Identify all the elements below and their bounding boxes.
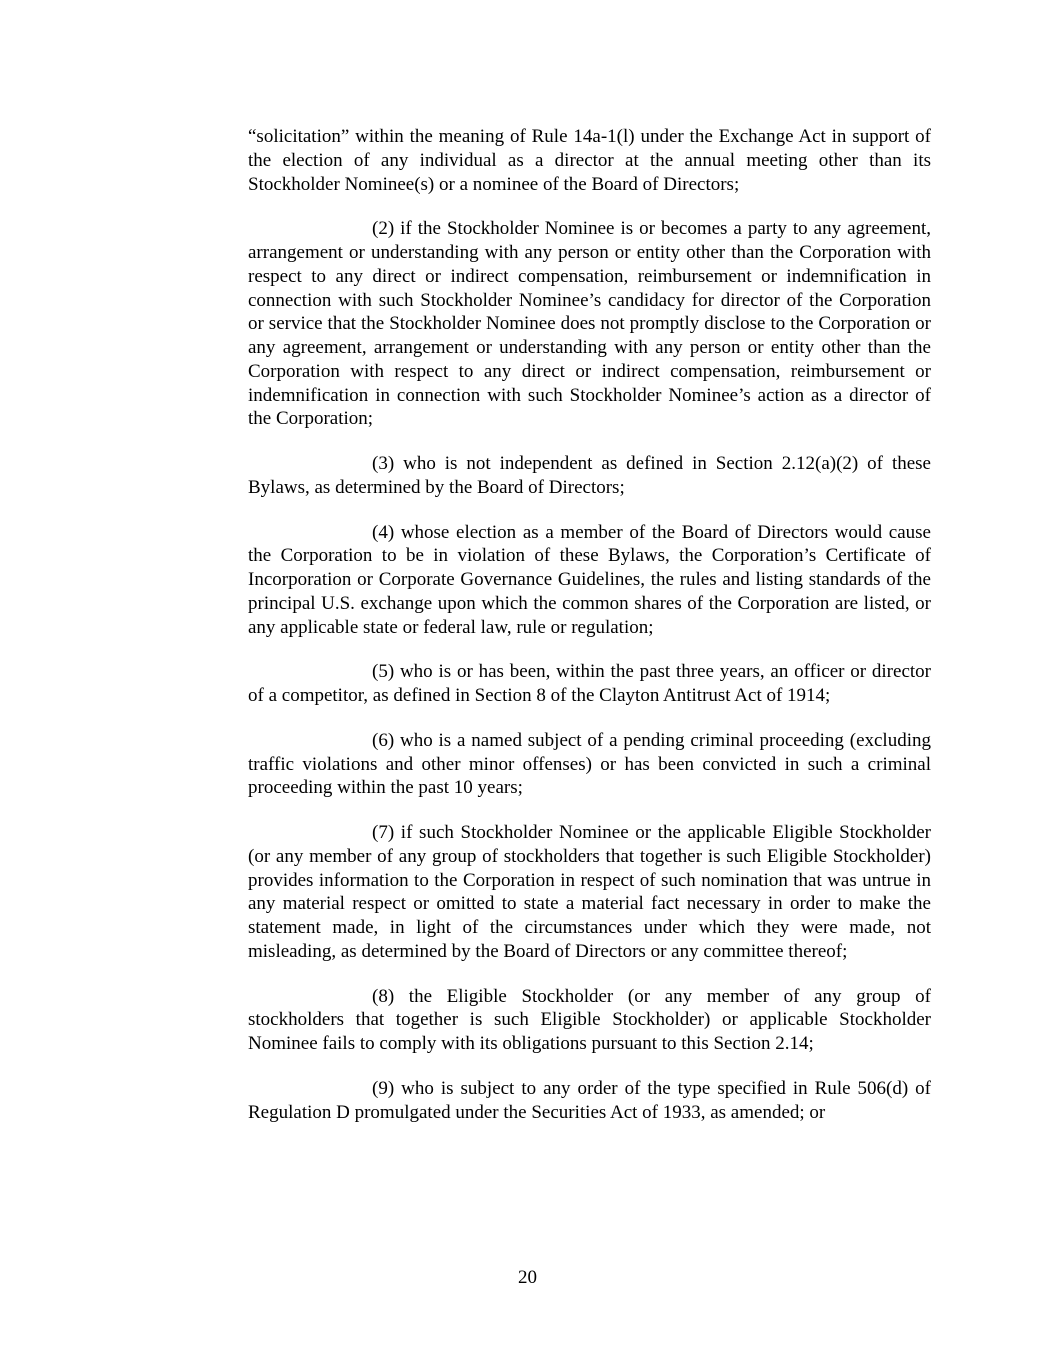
paragraph-clause-7: (7) if such Stockholder Nominee or the applicable Eligible Stockholder (or any member of any group of stockholders that together is such Eligible Stockholder) provides information to the Corporation in respect of such nomination that was untrue in any material respect or omitted to state a material fact necessary in order to make the statement made, in light of the circumstances under which they were made, not misleading, as determined by the Board of Directors or any committee thereof; [248,822,931,962]
paragraph-clause-2: (2) if the Stockholder Nominee is or becomes a party to any agreement, arrangement or understanding with any person or entity other than the Corporation with respect to any direct or indirect compensation, reimbursement or indemnification in connection with such Stockholder Nominee’s candidacy for director of the Corporation or service that the Stockholder Nominee does not promptly disclose to the Corporation or any agreement, arrangement or understanding with any person or entity other than the Corporation with respect to any direct or indirect compensation, reimbursement or indemnification in connection with such Stockholder Nominee’s action as a director of the Corporation; [248,218,931,430]
paragraph-solicitation-continuation: “solicitation” within the meaning of Rule 14a-1(l) under the Exchange Act in support of the election of any individual as a director at the annual meeting other than its Stockholder Nominee(s) or a nominee of the Board of Directors; [248,126,931,195]
paragraph-clause-3: (3) who is not independent as defined in Section 2.12(a)(2) of these Bylaws, as determined by the Board of Directors; [248,453,931,498]
paragraph-clause-9: (9) who is subject to any order of the type specified in Rule 506(d) of Regulation D promulgated under the Securities Act of 1933, as amended; or [248,1077,931,1123]
paragraph-clause-8: (8) the Eligible Stockholder (or any member of any group of stockholders that together is such Eligible Stockholder) or applicable Stockholder Nominee fails to comply with its obligations pursuant to this Section 2.14; [248,985,931,1054]
page-number: 20 [518,1267,537,1288]
paragraph-clause-4: (4) whose election as a member of the Board of Directors would cause the Corporation to be in violation of these Bylaws, the Corporation’s Certificate of Incorporation or Corporate Governance Guidelines, the rules and listing standards of the principal U.S. exchange upon which the common shares of the Corporation are listed, or any applicable state or federal law, rule or regulation; [248,521,931,638]
document-body [248,125,931,1124]
paragraph-clause-5: (5) who is or has been, within the past three years, an officer or director of a competitor, as defined in Section 8 of the Clayton Antitrust Act of 1914; [248,661,931,706]
paragraph-clause-6: (6) who is a named subject of a pending criminal proceeding (excluding traffic violations and other minor offenses) or has been convicted in such a criminal proceeding within the past 10 years; [248,729,931,799]
